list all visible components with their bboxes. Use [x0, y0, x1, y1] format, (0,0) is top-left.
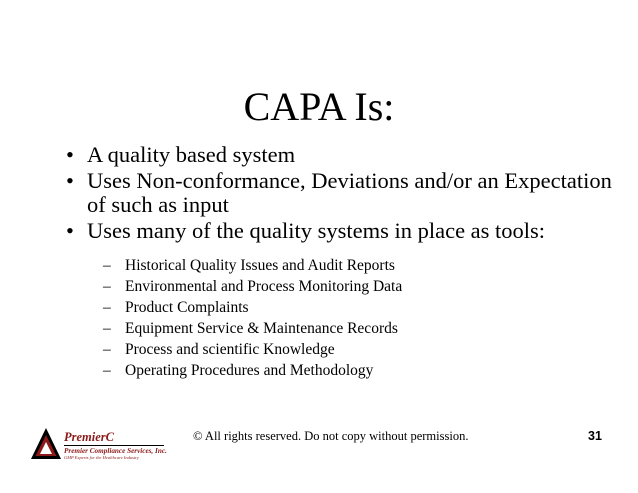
- sub-bullet-item: [103, 318, 402, 339]
- sub-bullet-list: [103, 255, 402, 381]
- sub-bullet-item: [103, 297, 402, 318]
- slide-title: CAPA Is:: [243, 84, 395, 129]
- bullet-item: [66, 143, 626, 167]
- sub-bullet-text: Operating Procedures and Methodology: [125, 362, 374, 379]
- sub-bullet-marker: –: [103, 299, 111, 316]
- logo-company-name: Premier Compliance Services, Inc.: [64, 447, 167, 455]
- bullet-text: Uses Non-conformance, Deviations and/or an Expectation of such as input: [87, 168, 612, 217]
- triangle-logo-icon: [30, 425, 62, 461]
- sub-bullet-item: [103, 339, 402, 360]
- bullet-text: A quality based system: [87, 142, 296, 167]
- bullet-marker: •: [66, 218, 74, 243]
- sub-bullet-marker: –: [103, 341, 111, 358]
- logo-divider: [64, 445, 164, 446]
- sub-bullet-marker: –: [103, 278, 111, 295]
- bullet-item: [66, 169, 626, 217]
- bullet-text: Uses many of the quality systems in place as tools:: [87, 218, 546, 243]
- page-number: 31: [588, 429, 602, 443]
- sub-bullet-text: Equipment Service & Maintenance Records: [125, 320, 398, 337]
- sub-bullet-item: [103, 255, 402, 276]
- sub-bullet-text: Product Complaints: [125, 299, 249, 316]
- sub-bullet-marker: –: [103, 257, 111, 274]
- bullet-list: [66, 143, 626, 245]
- sub-bullet-text: Historical Quality Issues and Audit Reports: [125, 257, 395, 274]
- sub-bullet-text: Environmental and Process Monitoring Data: [125, 278, 403, 295]
- sub-bullet-item: [103, 276, 402, 297]
- logo-name: PremierC: [64, 430, 114, 444]
- logo-tagline: GMP Experts for the Healthcare Industry: [64, 455, 139, 460]
- sub-bullet-marker: –: [103, 362, 111, 379]
- sub-bullet-item: [103, 360, 402, 381]
- bullet-marker: •: [66, 142, 74, 167]
- bullet-item: [66, 219, 626, 243]
- company-logo: [30, 425, 170, 463]
- sub-bullet-marker: –: [103, 320, 111, 337]
- bullet-marker: •: [66, 168, 74, 193]
- slide-footer: [0, 423, 638, 463]
- sub-bullet-text: Process and scientific Knowledge: [125, 341, 335, 358]
- copyright-notice: © All rights reserved. Do not copy without permission.: [193, 429, 469, 443]
